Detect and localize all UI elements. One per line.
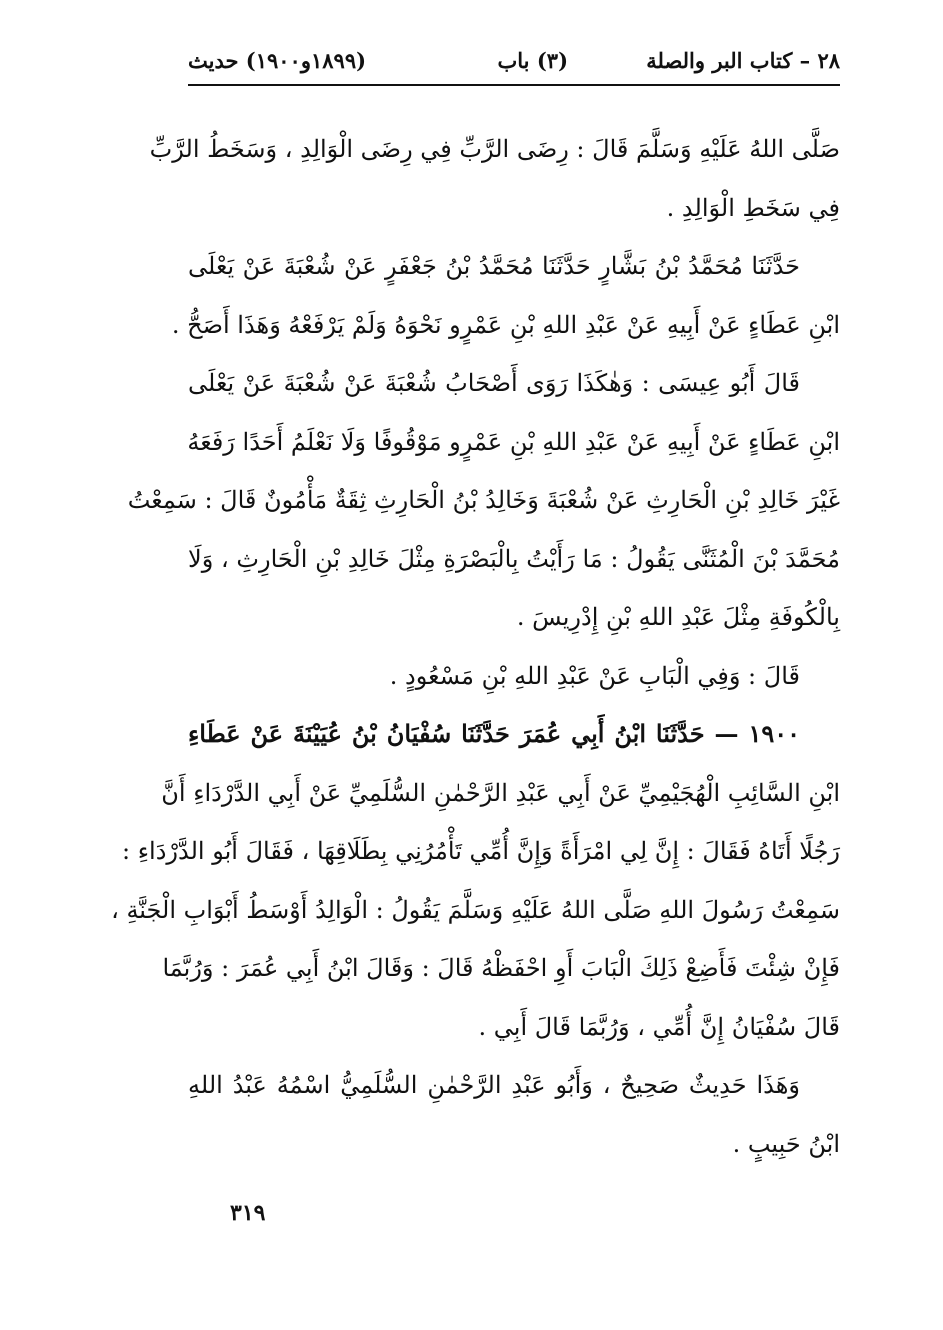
page-number: ٣١٩ — [230, 1200, 266, 1226]
text-line: ابْنِ عَطَاءٍ عَنْ أَبِيهِ عَنْ عَبْدِ اللهِ بْنِ عَمْرٍو نَحْوَهُ وَلَمْ يَرْفَعْهُ وَهَذَا أَصَحُّ . — [171, 310, 840, 339]
text-line: وَهَذَا حَدِيثٌ صَحِيحٌ ، وَأَبُو عَبْدِ الرَّحْمٰنِ السُّلَمِيُّ اسْمُهُ عَبْدُ اللهِ — [188, 1071, 801, 1099]
text-line: غَيْرَ خَالِدِ بْنِ الْحَارِثِ عَنْ شُعْبَةَ وَخَالِدُ بْنُ الْحَارِثِ ثِقَةٌ مَأْمُونٌ قَالَ : سَمِعْتُ — [127, 486, 840, 514]
running-header — [188, 44, 840, 84]
text-line: فِي سَخَطِ الْوَالِدِ . — [666, 193, 840, 222]
hadith-number-line: ١٩٠٠ — حَدَّثَنَا ابْنُ أَبِي عُمَرَ حَدَّثَنَا سُفْيَانُ بْنُ عُيَيْنَةَ عَنْ عَطَاءِ — [188, 719, 801, 748]
hadith-text — [111, 120, 840, 1173]
text-line: حَدَّثَنَا مُحَمَّدُ بْنُ بَشَّارٍ حَدَّثَنَا مُحَمَّدُ بْنُ جَعْفَرٍ عَنْ شُعْبَةَ عَنْ يَعْلَى — [188, 252, 800, 280]
header-book-title: ٢٨ – كتاب البر والصلة — [646, 48, 840, 73]
header-chapter: (٣) باب — [497, 48, 568, 73]
text-line: قَالَ : وَفِي الْبَابِ عَنْ عَبْدِ اللهِ بْنِ مَسْعُودٍ . — [389, 661, 800, 690]
text-line: مُحَمَّدَ بْنَ الْمُثَنَّى يَقُولُ : مَا رَأَيْتُ بِالْبَصْرَةِ مِثْلَ خَالِدِ بْنِ الْحَارِثِ ، وَلَا — [188, 544, 840, 573]
header-hadith-range: (١٨٩٩و١٩٠٠) حديث — [188, 48, 367, 73]
text-line: سَمِعْتُ رَسُولَ اللهِ صَلَّى اللهُ عَلَيْهِ وَسَلَّمَ يَقُولُ : الْوَالِدُ أَوْسَطُ أَبْوَابِ الْجَنَّةِ ، — [111, 895, 840, 924]
text-line: فَإِنْ شِئْتَ فَأَضِعْ ذَلِكَ الْبَابَ أَوِ احْفَظْهُ قَالَ : وَقَالَ ابْنُ أَبِي عُمَرَ : وَرُبَّمَا — [162, 954, 840, 982]
text-line: بِالْكُوفَةِ مِثْلَ عَبْدِ اللهِ بْنِ إِدْرِيسَ . — [516, 603, 840, 631]
text-line: قَالَ سُفْيَانُ إِنَّ أُمِّي ، وَرُبَّمَا قَالَ أَبِي . — [478, 1012, 840, 1041]
text-line: ابْنِ السَّائِبِ الْهُجَيْمِيِّ عَنْ أَبِي عَبْدِ الرَّحْمٰنِ السُّلَمِيِّ عَنْ أَبِي الدَّرْدَاءِ أَنَّ — [161, 778, 840, 807]
text-line: ابْنُ حَبِيبٍ . — [732, 1129, 840, 1158]
header-divider — [188, 84, 840, 86]
text-line: رَجُلًا أَتَاهُ فَقَالَ : إِنَّ لِي امْرَأَةً وَإِنَّ أُمِّي تَأْمُرُنِي بِطَلَاقِهَا ، فَقَالَ أَبُو الدَّرْدَاءِ : — [122, 837, 840, 865]
text-line: ابْنِ عَطَاءٍ عَنْ أَبِيهِ عَنْ عَبْدِ اللهِ بْنِ عَمْرٍو مَوْقُوفًا وَلَا نَعْلَمُ أَحَدًا رَفَعَهُ — [187, 427, 840, 456]
text-line: قَالَ أَبُو عِيسَى : وَهٰكَذَا رَوَى أَصْحَابُ شُعْبَةَ عَنْ شُعْبَةَ عَنْ يَعْلَى — [188, 369, 800, 397]
text-line: صَلَّى اللهُ عَلَيْهِ وَسَلَّمَ قَالَ : رِضَى الرَّبِّ فِي رِضَى الْوَالِدِ ، وَسَخَطُ الرَّبِّ — [149, 135, 840, 163]
